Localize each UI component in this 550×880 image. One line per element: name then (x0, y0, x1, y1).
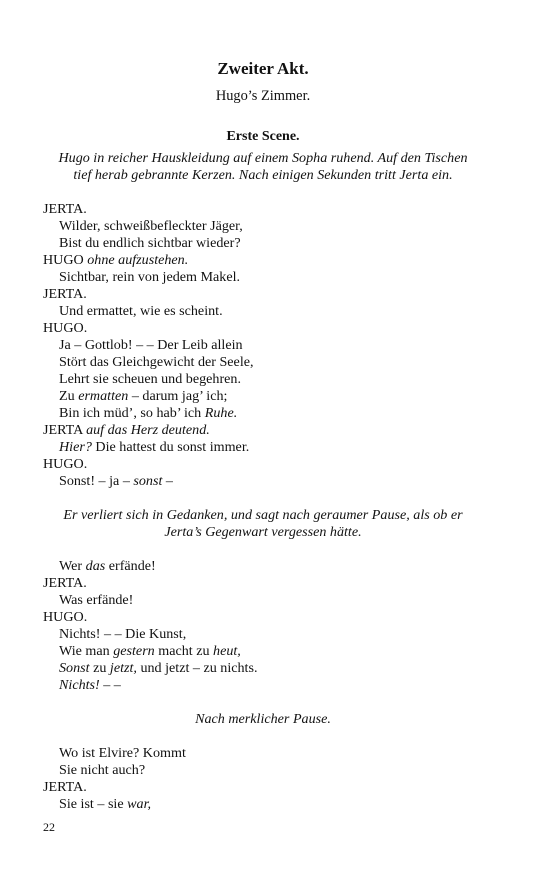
verse-text: Sie ist – sie (59, 796, 128, 812)
dialogue-block-1 (43, 201, 483, 490)
page-body (43, 50, 483, 813)
verse-line (43, 796, 483, 813)
speaker-name: HUGO. (43, 609, 88, 625)
verse-emphasis: war, (127, 796, 152, 812)
act-title: Zweiter Akt. (217, 59, 309, 78)
spacer (43, 728, 483, 745)
verse-line: Sie nicht auch? (59, 762, 146, 778)
verse-text: – darum jag’ ich; (128, 388, 228, 404)
spacer (43, 490, 483, 507)
verse-text: Sonst! – ja – (59, 473, 134, 489)
speaker-name: JERTA. (43, 286, 87, 302)
speaker-name: HUGO. (43, 320, 88, 336)
verse-line (43, 405, 483, 422)
verse-emphasis: heut, (213, 643, 241, 659)
verse-emphasis: jetzt, (109, 660, 137, 676)
verse-line: Stört das Gleichgewicht der Seele, (59, 354, 254, 370)
verse-line: Nichts! – – (59, 677, 121, 693)
stage-direction-pause (43, 507, 483, 541)
verse-line: Ja – Gottlob! – – Der Leib allein (59, 337, 243, 353)
stage-direction-line: Jerta’s Gegenwart vergessen hätte. (164, 524, 362, 540)
verse-line: Sichtbar, rein von jedem Makel. (59, 269, 241, 285)
verse-text: Zu (59, 388, 79, 404)
verse-line: Wilder, schweißbefleckter Jäger, (59, 218, 243, 234)
verse-line: Und ermattet, wie es scheint. (59, 303, 223, 319)
speaker-name: JERTA. (43, 779, 87, 795)
verse-line (43, 643, 483, 660)
stage-direction-short: Nach merklicher Pause. (195, 711, 331, 727)
verse-emphasis: sonst (133, 473, 163, 489)
spacer (43, 184, 483, 201)
verse-text: erfände! (105, 558, 156, 574)
page-number: 22 (43, 820, 55, 834)
speaker-name: JERTA. (43, 201, 87, 217)
verse-line: Bist du endlich sichtbar wieder? (59, 235, 241, 251)
spacer (43, 694, 483, 711)
speaker-name: HUGO (43, 252, 84, 268)
verse-line (43, 388, 483, 405)
verse-emphasis: gestern (113, 643, 155, 659)
spacer (43, 541, 483, 558)
verse-line: Nichts! – – Die Kunst, (59, 626, 187, 642)
verse-text: Wer (59, 558, 86, 574)
dialogue-block-3 (43, 745, 483, 813)
verse-line: Lehrt sie scheuen und begehren. (59, 371, 241, 387)
stage-direction-opening (43, 150, 483, 184)
speaker-name: JERTA. (43, 575, 87, 591)
verse-line: Wo ist Elvire? Kommt (59, 745, 186, 761)
speaker-name: JERTA (43, 422, 83, 438)
stage-direction-line: tief herab gebrannte Kerzen. Nach einigen Sekunden tritt Jerta ein. (73, 167, 453, 183)
verse-text: Die hattest du sonst immer. (91, 439, 250, 455)
verse-text: macht zu (154, 643, 214, 659)
speaker-line (43, 422, 483, 439)
verse-text: Wie man (59, 643, 114, 659)
verse-line: Was erfände! (59, 592, 134, 608)
verse-text: – (162, 473, 173, 489)
stage-direction-line: Er verliert sich in Gedanken, und sagt nach geraumer Pause, als ob er (63, 507, 463, 523)
act-subtitle: Hugo’s Zimmer. (215, 88, 311, 104)
verse-line (43, 439, 483, 456)
verse-line (43, 558, 483, 575)
speaker-direction: auf das Herz deutend. (86, 422, 210, 438)
verse-emphasis: Ruhe. (204, 405, 238, 421)
verse-text: Bin ich müd’, so hab’ ich (59, 405, 205, 421)
speaker-name: HUGO. (43, 456, 88, 472)
scene-title: Erste Scene. (226, 129, 300, 144)
verse-emphasis: das (85, 558, 106, 574)
verse-line (43, 660, 483, 677)
verse-emphasis: ermatten (78, 388, 129, 404)
verse-emphasis: Sonst (59, 660, 90, 676)
verse-text: und jetzt – zu nichts. (136, 660, 258, 676)
speaker-direction: ohne aufzustehen. (87, 252, 189, 268)
verse-line (43, 473, 483, 490)
speaker-line (43, 252, 483, 269)
verse-text: zu (89, 660, 110, 676)
stage-direction-line: Hugo in reicher Hauskleidung auf einem Sopha ruhend. Auf den Tischen (58, 150, 468, 166)
dialogue-block-2 (43, 558, 483, 694)
verse-emphasis: Hier? (59, 439, 92, 455)
